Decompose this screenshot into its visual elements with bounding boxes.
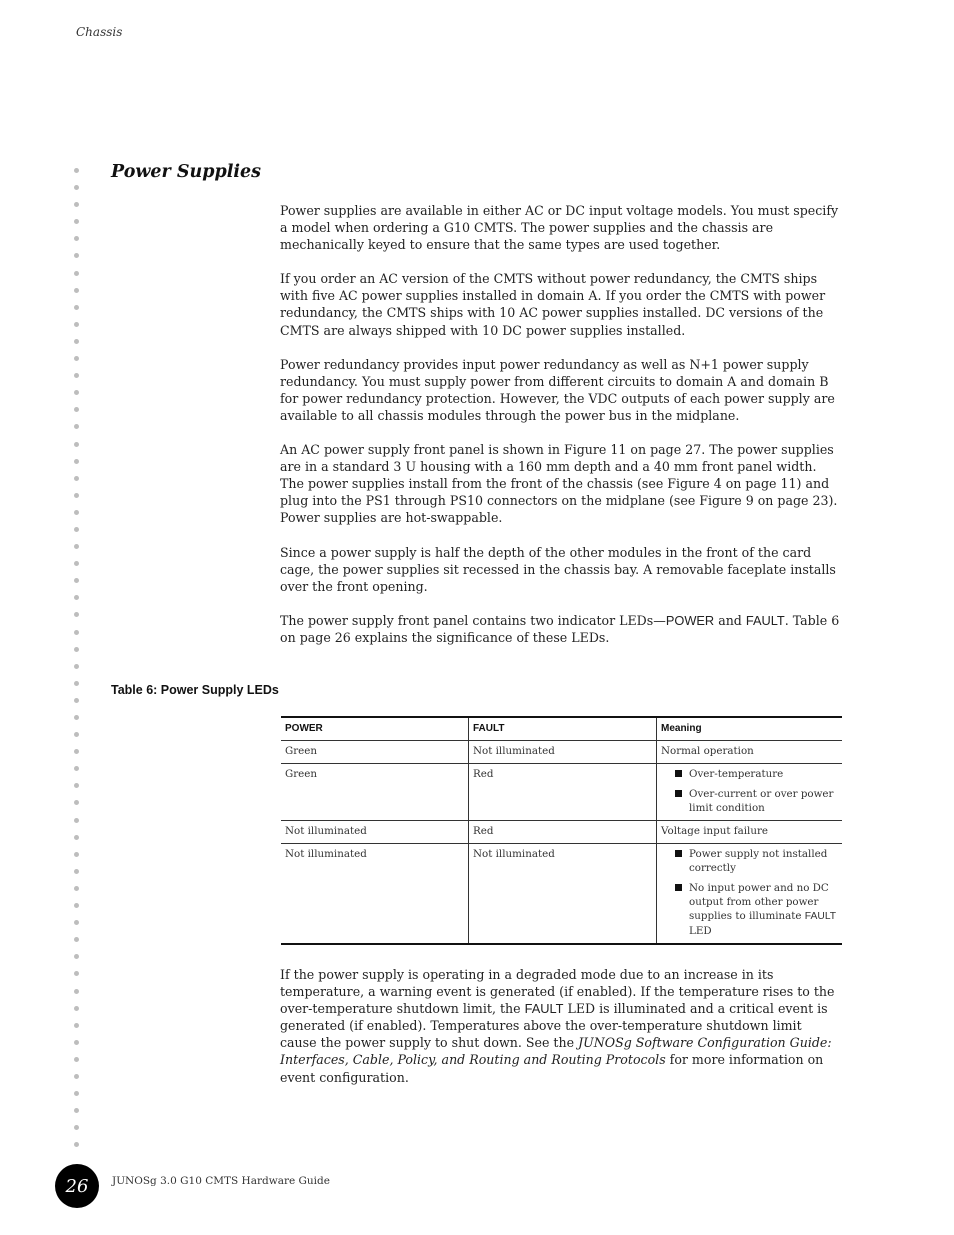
paragraph-6	[280, 612, 842, 646]
led-name-fault: FAULT	[745, 612, 785, 628]
margin-dot	[74, 373, 79, 378]
margin-dot	[74, 407, 79, 412]
margin-dot	[74, 612, 79, 617]
margin-dot	[74, 681, 79, 686]
list-item	[689, 767, 838, 781]
cell-meaning: Normal operation	[657, 741, 843, 764]
cell-fault: Red	[469, 821, 657, 844]
square-bullet-icon	[675, 850, 682, 857]
running-header: Chassis	[76, 25, 123, 39]
cell-power: Green	[281, 764, 469, 821]
margin-dot	[74, 647, 79, 652]
margin-dot	[74, 971, 79, 976]
paragraph-4: An AC power supply front panel is shown in Figure 11 on page 27. The power supplies are in a standard 3 U housing with a 160 mm depth and a 40 mm front panel width. The power supplies install from the front of the chassis (see Figure 4 on page 11) and plug into the PS1 through PS10 connectors on the midplane (see Figure 9 on page 23). Power supplies are hot-swappable.	[280, 442, 838, 526]
list-item	[689, 881, 838, 938]
margin-dot	[74, 989, 79, 994]
cell-power: Not illuminated	[281, 844, 469, 945]
square-bullet-icon	[675, 790, 682, 797]
margin-dot	[74, 852, 79, 857]
led-name-power: POWER	[665, 612, 715, 628]
cell-power: Green	[281, 741, 469, 764]
cell-fault: Not illuminated	[469, 844, 657, 945]
bullet-text: Power supply not installed correctly	[689, 848, 828, 874]
bullet-text-end: LED	[689, 925, 712, 937]
margin-dot	[74, 800, 79, 805]
led-name-fault: FAULT	[524, 1001, 564, 1017]
margin-dot-rule	[74, 168, 80, 1159]
margin-dot	[74, 1006, 79, 1011]
paragraph-5: Since a power supply is half the depth of the other modules in the front of the card cage, the power supplies sit recessed in the chassis bay. A removable faceplate installs over the front opening.	[280, 544, 836, 594]
margin-dot	[74, 920, 79, 925]
p6-text-b: . Table 6 on page 26 explains the significance of these LEDs.	[280, 612, 840, 645]
margin-dot	[74, 1108, 79, 1113]
margin-dot	[74, 698, 79, 703]
header-fault: FAULT	[469, 717, 657, 741]
footer-book-title: JUNOSg 3.0 G10 CMTS Hardware Guide	[112, 1175, 330, 1187]
cell-meaning	[657, 764, 843, 821]
margin-dot	[74, 1074, 79, 1079]
cell-meaning: Voltage input failure	[657, 821, 843, 844]
margin-dot	[74, 356, 79, 361]
margin-dot	[74, 544, 79, 549]
margin-dot	[74, 219, 79, 224]
margin-dot	[74, 835, 79, 840]
p6-text-a: The power supply front panel contains two indicator LEDs—	[280, 612, 666, 628]
margin-dot	[74, 903, 79, 908]
margin-dot	[74, 1125, 79, 1130]
margin-dot	[74, 493, 79, 498]
margin-dot	[74, 236, 79, 241]
margin-dot	[74, 322, 79, 327]
margin-dot	[74, 561, 79, 566]
meaning-list	[661, 767, 838, 815]
table-header-row	[281, 717, 842, 741]
margin-dot	[74, 185, 79, 190]
margin-dot	[74, 339, 79, 344]
margin-dot	[74, 527, 79, 532]
closing-paragraph	[280, 966, 842, 1086]
margin-dot	[74, 288, 79, 293]
margin-dot	[74, 1023, 79, 1028]
closing-text-c: for more information on event configuration.	[280, 1052, 824, 1085]
meaning-list	[661, 847, 838, 938]
margin-dot	[74, 886, 79, 891]
margin-dot	[74, 869, 79, 874]
margin-dot	[74, 305, 79, 310]
margin-dot	[74, 476, 79, 481]
p6-and: and	[714, 612, 746, 628]
guide-title: JUNOSg Software Configuration Guide: Interfaces, Cable, Policy, and Routing and Routing Protocols	[280, 1035, 832, 1068]
section-title: Power Supplies	[111, 162, 261, 182]
paragraph-3: Power redundancy provides input power redundancy as well as N+1 power supply redundancy. You must supply power from different circuits to domain A and domain B for power redundancy protection. However, the VDC outputs of each power supply are available to all chassis modules through the power bus in the midplane.	[280, 356, 835, 423]
table-row	[281, 844, 842, 945]
square-bullet-icon	[675, 770, 682, 777]
margin-dot	[74, 937, 79, 942]
margin-dot	[74, 1057, 79, 1062]
margin-dot	[74, 783, 79, 788]
paragraph-1: Power supplies are available in either AC or DC input voltage models. You must specify a model when ordering a G10 CMTS. The power supplies and the chassis are mechanically keyed to ensure that the same types are used together.	[280, 203, 839, 253]
table-row	[281, 821, 842, 844]
margin-dot	[74, 766, 79, 771]
bullet-text: Over-temperature	[689, 768, 784, 780]
margin-dot	[74, 202, 79, 207]
led-name-fault: FAULT	[804, 911, 837, 922]
margin-dot	[74, 1142, 79, 1147]
margin-dot	[74, 630, 79, 635]
margin-dot	[74, 168, 79, 173]
cell-power: Not illuminated	[281, 821, 469, 844]
margin-dot	[74, 732, 79, 737]
cell-fault: Not illuminated	[469, 741, 657, 764]
table-row	[281, 741, 842, 764]
margin-dot	[74, 510, 79, 515]
page-number-badge: 26	[55, 1164, 99, 1208]
paragraph-2: If you order an AC version of the CMTS without power redundancy, the CMTS ships with five AC power supplies installed in domain A. If you order the CMTS with power redundancy, the CMTS ships with 10 AC power supplies installed. DC versions of the CMTS are always shipped with 10 DC power supplies installed.	[280, 271, 826, 338]
margin-dot	[74, 271, 79, 276]
margin-dot	[74, 442, 79, 447]
margin-dot	[74, 595, 79, 600]
closing-text-b: LED is illuminated and a critical event is generated (if enabled). Temperatures above the over-temperature shutdown limit cause the power supply to shut down. See the	[280, 1001, 828, 1051]
cell-meaning	[657, 844, 843, 945]
header-meaning: Meaning	[657, 717, 843, 741]
cell-fault: Red	[469, 764, 657, 821]
table-row	[281, 764, 842, 821]
bullet-text: No input power and no DC output from other power supplies to illuminate	[689, 882, 829, 922]
margin-dot	[74, 459, 79, 464]
margin-dot	[74, 715, 79, 720]
margin-dot	[74, 253, 79, 258]
body-text	[280, 202, 842, 663]
list-item	[689, 847, 838, 875]
square-bullet-icon	[675, 884, 682, 891]
list-item	[689, 787, 838, 815]
table-caption: Table 6: Power Supply LEDs	[111, 683, 279, 697]
header-power: POWER	[281, 717, 469, 741]
power-supply-leds-table	[281, 716, 842, 945]
margin-dot	[74, 1091, 79, 1096]
closing-text-a: If the power supply is operating in a degraded mode due to an increase in its temperature, a warning event is generated (if enabled). If the temperature rises to the over-temperature shutdown limit, the	[280, 967, 835, 1017]
margin-dot	[74, 664, 79, 669]
margin-dot	[74, 818, 79, 823]
margin-dot	[74, 954, 79, 959]
margin-dot	[74, 424, 79, 429]
margin-dot	[74, 1040, 79, 1045]
margin-dot	[74, 578, 79, 583]
margin-dot	[74, 390, 79, 395]
margin-dot	[74, 749, 79, 754]
bullet-text: Over-current or over power limit condition	[689, 788, 834, 814]
